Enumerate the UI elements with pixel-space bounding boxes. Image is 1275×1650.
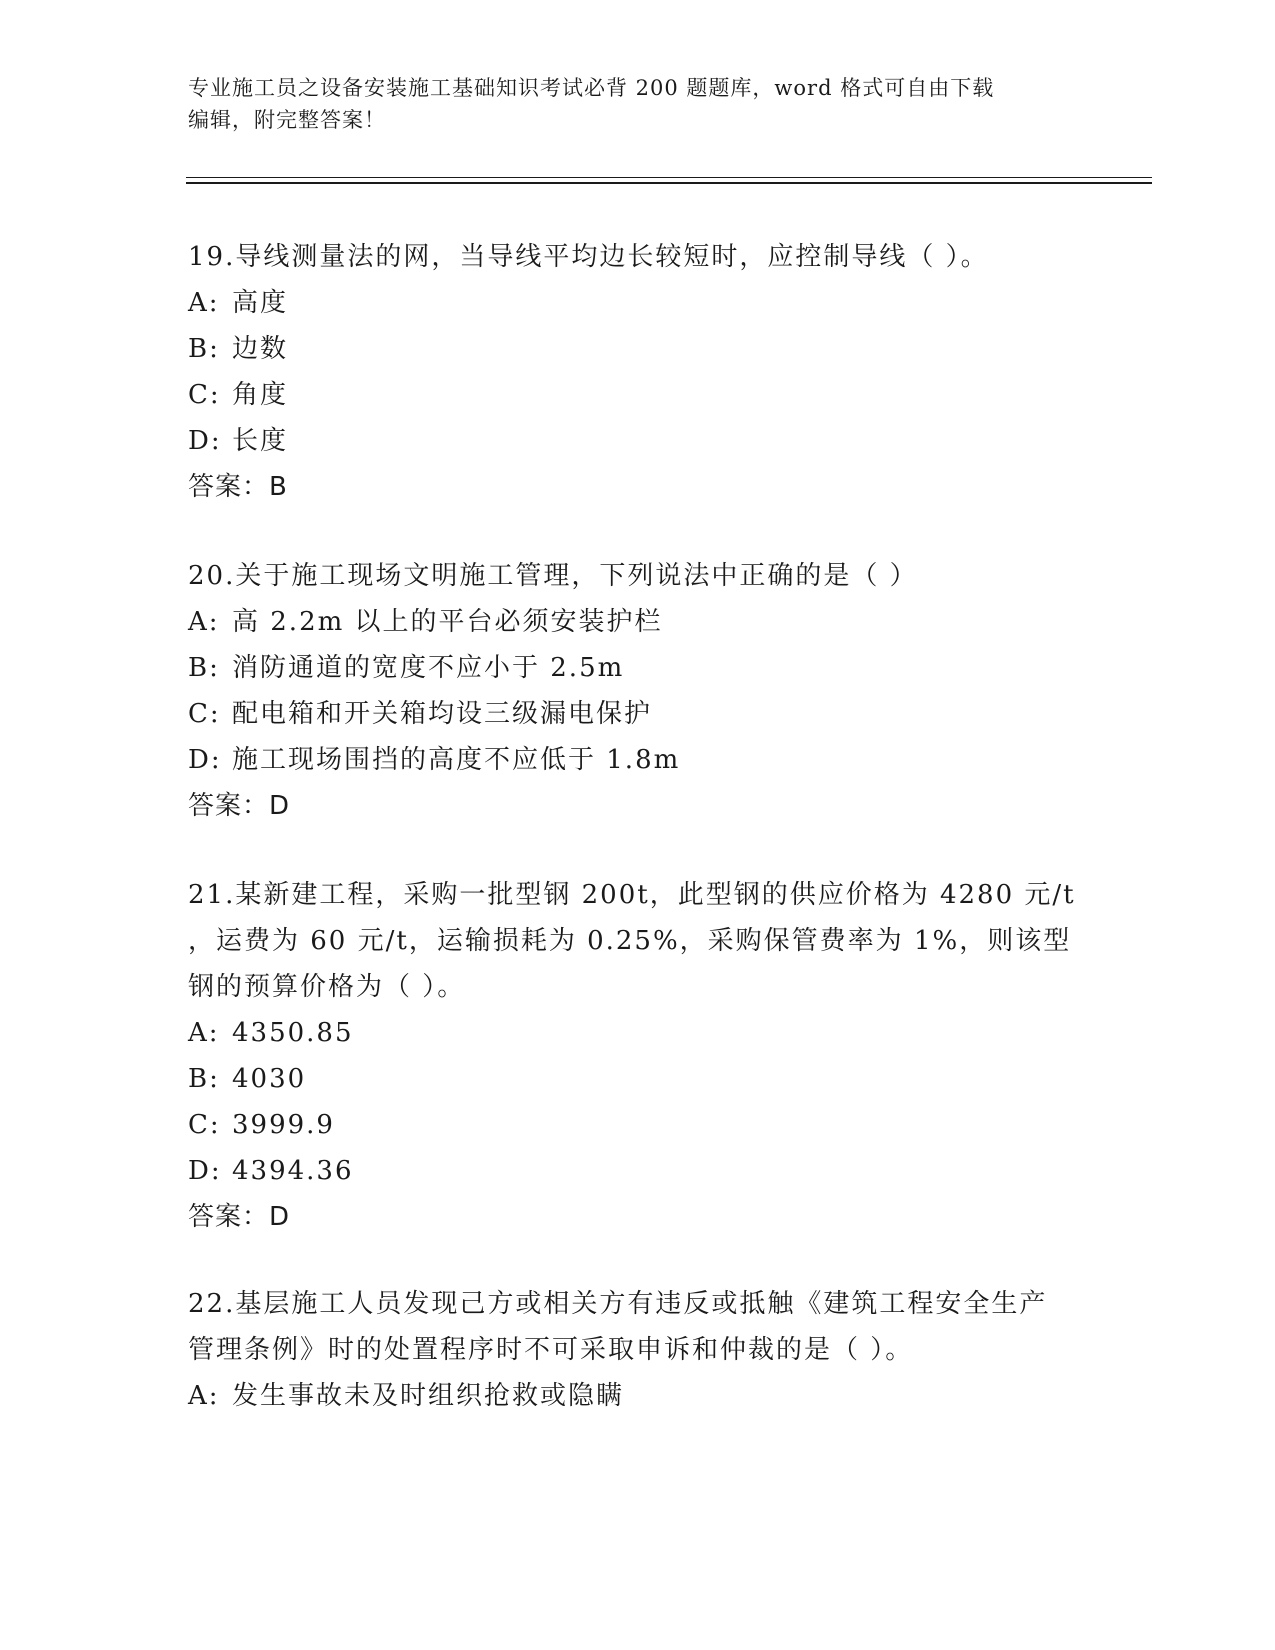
option-key: D: (188, 426, 222, 456)
option-text: 高度 (232, 288, 289, 318)
option-text: 长度 (232, 426, 289, 456)
question-stem-line: 21.某新建工程，采购一批型钢 200t，此型钢的供应价格为 4280 元/t (188, 880, 1076, 910)
option-a (188, 1373, 1088, 1419)
option-text: 4030 (232, 1064, 307, 1094)
option-key: C: (188, 699, 221, 729)
question-21 (188, 872, 1088, 1240)
question-stem-line: 管理条例》时的处置程序时不可采取申诉和仲裁的是（ ）。 (188, 1335, 914, 1365)
question-stem-line: 钢的预算价格为（ ）。 (188, 972, 466, 1002)
document-header (188, 72, 1068, 136)
question-stem-line: ，运费为 60 元/t，运输损耗为 0.25%，采购保管费率为 1%，则该型 (188, 926, 1072, 956)
option-key: A: (188, 288, 220, 318)
option-text: 4394.36 (232, 1156, 354, 1186)
option-text: 角度 (232, 380, 289, 410)
option-c (188, 372, 1088, 418)
header-line-1: 专业施工员之设备安装施工基础知识考试必背 200 题题库，word 格式可自由下载 (188, 76, 995, 100)
option-text: 发生事故未及时组织抢救或隐瞒 (232, 1381, 625, 1411)
option-key: B: (188, 1064, 220, 1094)
option-text: 消防通道的宽度不应小于 2.5m (232, 653, 625, 683)
option-text: 边数 (232, 334, 289, 364)
option-key: C: (188, 380, 221, 410)
option-b (188, 326, 1088, 372)
question-20 (188, 553, 1088, 829)
option-key: B: (188, 653, 220, 683)
question-22 (188, 1281, 1088, 1419)
answer-line: 答案：D (188, 791, 291, 821)
option-key: D: (188, 1156, 222, 1186)
option-key: A: (188, 607, 220, 637)
option-key: B: (188, 334, 220, 364)
question-stem-line: 22.基层施工人员发现己方或相关方有违反或抵触《建筑工程安全生产 (188, 1289, 1048, 1319)
header-divider-thick (186, 182, 1152, 184)
option-c (188, 691, 1088, 737)
option-key: A: (188, 1018, 220, 1048)
option-b (188, 645, 1088, 691)
option-d (188, 418, 1088, 464)
option-text: 配电箱和开关箱均设三级漏电保护 (232, 699, 653, 729)
option-b (188, 1056, 1088, 1102)
answer-line: 答案：D (188, 1202, 291, 1232)
question-stem (188, 234, 1088, 280)
option-a (188, 1010, 1088, 1056)
option-a (188, 599, 1088, 645)
answer-line: 答案：B (188, 472, 288, 502)
option-key: A: (188, 1381, 220, 1411)
question-stem (188, 553, 1088, 599)
question-19 (188, 234, 1088, 510)
option-a (188, 280, 1088, 326)
option-d (188, 1148, 1088, 1194)
header-line-2: 编辑，附完整答案！ (188, 108, 386, 132)
question-stem (188, 1281, 1088, 1373)
question-stem-line: 20.关于施工现场文明施工管理，下列说法中正确的是（ ） (188, 561, 918, 591)
question-stem (188, 872, 1088, 1010)
option-key: C: (188, 1110, 221, 1140)
option-c (188, 1102, 1088, 1148)
option-text: 3999.9 (232, 1110, 335, 1140)
option-key: D: (188, 745, 222, 775)
option-d (188, 737, 1088, 783)
option-text: 高 2.2m 以上的平台必须安装护栏 (232, 607, 663, 637)
option-text: 施工现场围挡的高度不应低于 1.8m (232, 745, 681, 775)
option-text: 4350.85 (232, 1018, 354, 1048)
question-stem-line: 19.导线测量法的网，当导线平均边长较短时，应控制导线（ ）。 (188, 242, 989, 272)
header-divider-thin (186, 177, 1152, 178)
